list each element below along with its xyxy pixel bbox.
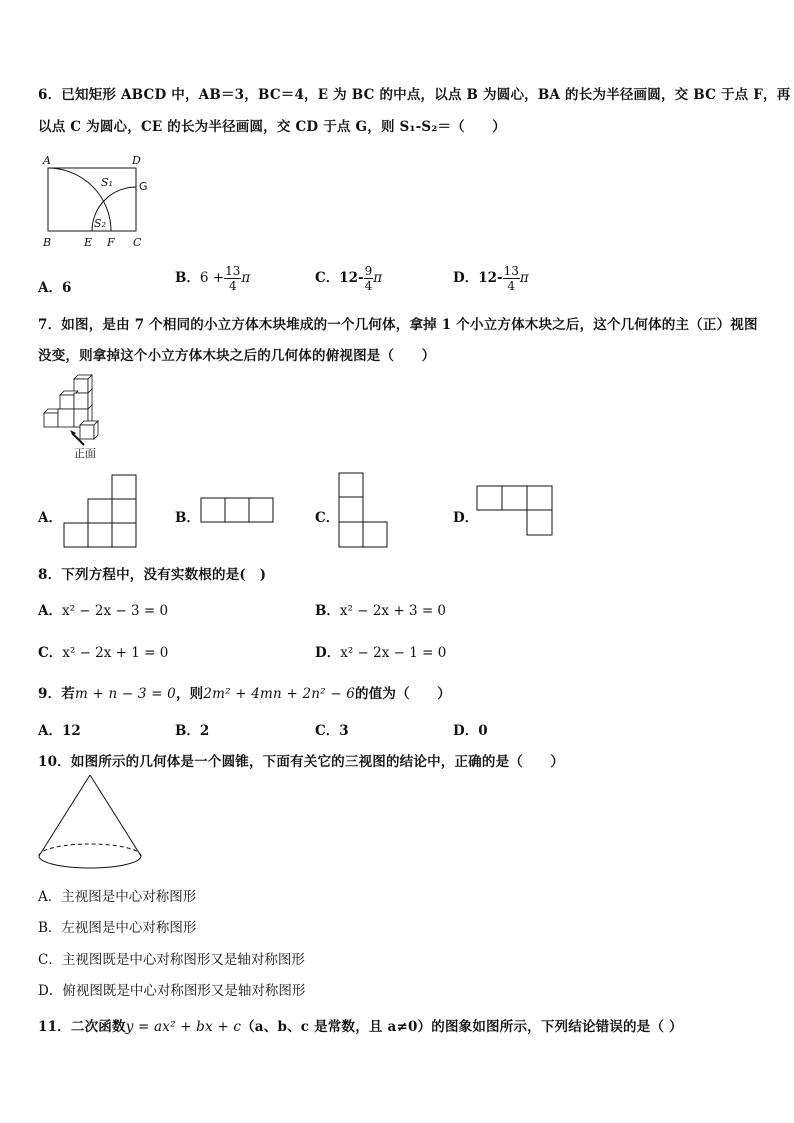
q7-option-a-figure[interactable] <box>62 474 138 548</box>
q6-option-a[interactable]: A．6 <box>38 280 72 296</box>
q6-option-c[interactable]: C．12- $\frac{9}{4}$ π <box>315 264 383 293</box>
q11-stem: 11．二次函数y = ax² + bx + c（a、b、c 是常数，且 a≠0）的图象如图所示，下列结论错误的是（ ） <box>38 1019 683 1035</box>
q6-rectangle-figure <box>38 150 158 250</box>
q10-option-d[interactable]: D．俯视图既是中心对称图形又是轴对称图形 <box>38 983 306 999</box>
q8-option-a[interactable]: A．x² − 2x − 3 = 0 <box>38 603 169 619</box>
q11-function: y = ax² + bx + c <box>125 1019 242 1035</box>
label-s1: S₁ <box>101 176 113 189</box>
q7-option-d-figure[interactable] <box>476 485 554 537</box>
q9-option-d[interactable]: D．0 <box>453 723 488 739</box>
q7-option-b-figure[interactable] <box>200 497 276 525</box>
q6-stem-line1: 6．已知矩形 ABCD 中，AB＝3，BC＝4，E 为 BC 的中点，以点 B 为圆心，BA 的长为半径画圆，交 BC 于点 F，再 <box>38 87 791 103</box>
q7-option-b-label[interactable]: B． <box>175 510 200 526</box>
label-g: G <box>139 180 148 193</box>
q10-option-a[interactable]: A．主视图是中心对称图形 <box>38 889 197 905</box>
q6-option-d[interactable]: D．12- $\frac{13}{4}$ π <box>453 264 529 293</box>
q8-option-d[interactable]: D．x² − 2x − 1 = 0 <box>315 645 447 661</box>
label-a: A <box>43 154 51 167</box>
label-e: E <box>84 236 93 249</box>
q7-option-d-label[interactable]: D． <box>453 510 479 526</box>
q7-cube-stack-figure <box>38 375 118 465</box>
q7-stem-line2: 没变，则拿掉这个小立方体木块之后的几何体的俯视图是（ ） <box>38 348 436 364</box>
q10-cone-figure <box>38 772 142 872</box>
q9-option-b[interactable]: B．2 <box>175 723 210 739</box>
q9-condition: m + n − 3 = 0 <box>75 686 176 702</box>
q9-option-a[interactable]: A．12 <box>38 723 81 739</box>
label-c: C <box>133 236 142 249</box>
q6-option-b[interactable]: B．6 + $\frac{13}{4}$ π <box>175 264 251 293</box>
q8-option-c[interactable]: C．x² − 2x + 1 = 0 <box>38 645 169 661</box>
label-b: B <box>43 236 52 249</box>
q7-option-c-label[interactable]: C． <box>315 510 340 526</box>
q6-stem-line2: 以点 C 为圆心，CE 的长为半径画圆，交 CD 于点 G，则 S₁-S₂＝（ ） <box>38 119 506 135</box>
q8-option-b[interactable]: B．x² − 2x + 3 = 0 <box>315 603 447 619</box>
q7-stem-line1: 7．如图，是由 7 个相同的小立方体木块堆成的一个几何体，拿掉 1 个小立方体木块之后，这个几何体的主（正）视图 <box>38 317 758 333</box>
q9-option-c[interactable]: C．3 <box>315 723 349 739</box>
q7-option-c-figure[interactable] <box>338 472 390 549</box>
label-f: F <box>107 236 115 249</box>
q10-stem: 10．如图所示的几何体是一个圆锥，下面有关它的三视图的结论中，正确的是（ ） <box>38 754 565 770</box>
q10-option-b[interactable]: B．左视图是中心对称图形 <box>38 920 197 936</box>
front-label: 正面 <box>74 447 96 460</box>
q7-option-a-label[interactable]: A． <box>38 510 62 526</box>
label-d: D <box>132 154 141 167</box>
q8-stem: 8．下列方程中，没有实数根的是( ) <box>38 567 267 583</box>
label-s2: S₂ <box>94 217 106 230</box>
q9-stem: 9．若m + n − 3 = 0，则2m² + 4mn + 2n² − 6的值为（ ） <box>38 686 451 702</box>
q10-option-c[interactable]: C．主视图既是中心对称图形又是轴对称图形 <box>38 952 305 968</box>
q9-expression: 2m² + 4mn + 2n² − 6 <box>203 686 356 702</box>
